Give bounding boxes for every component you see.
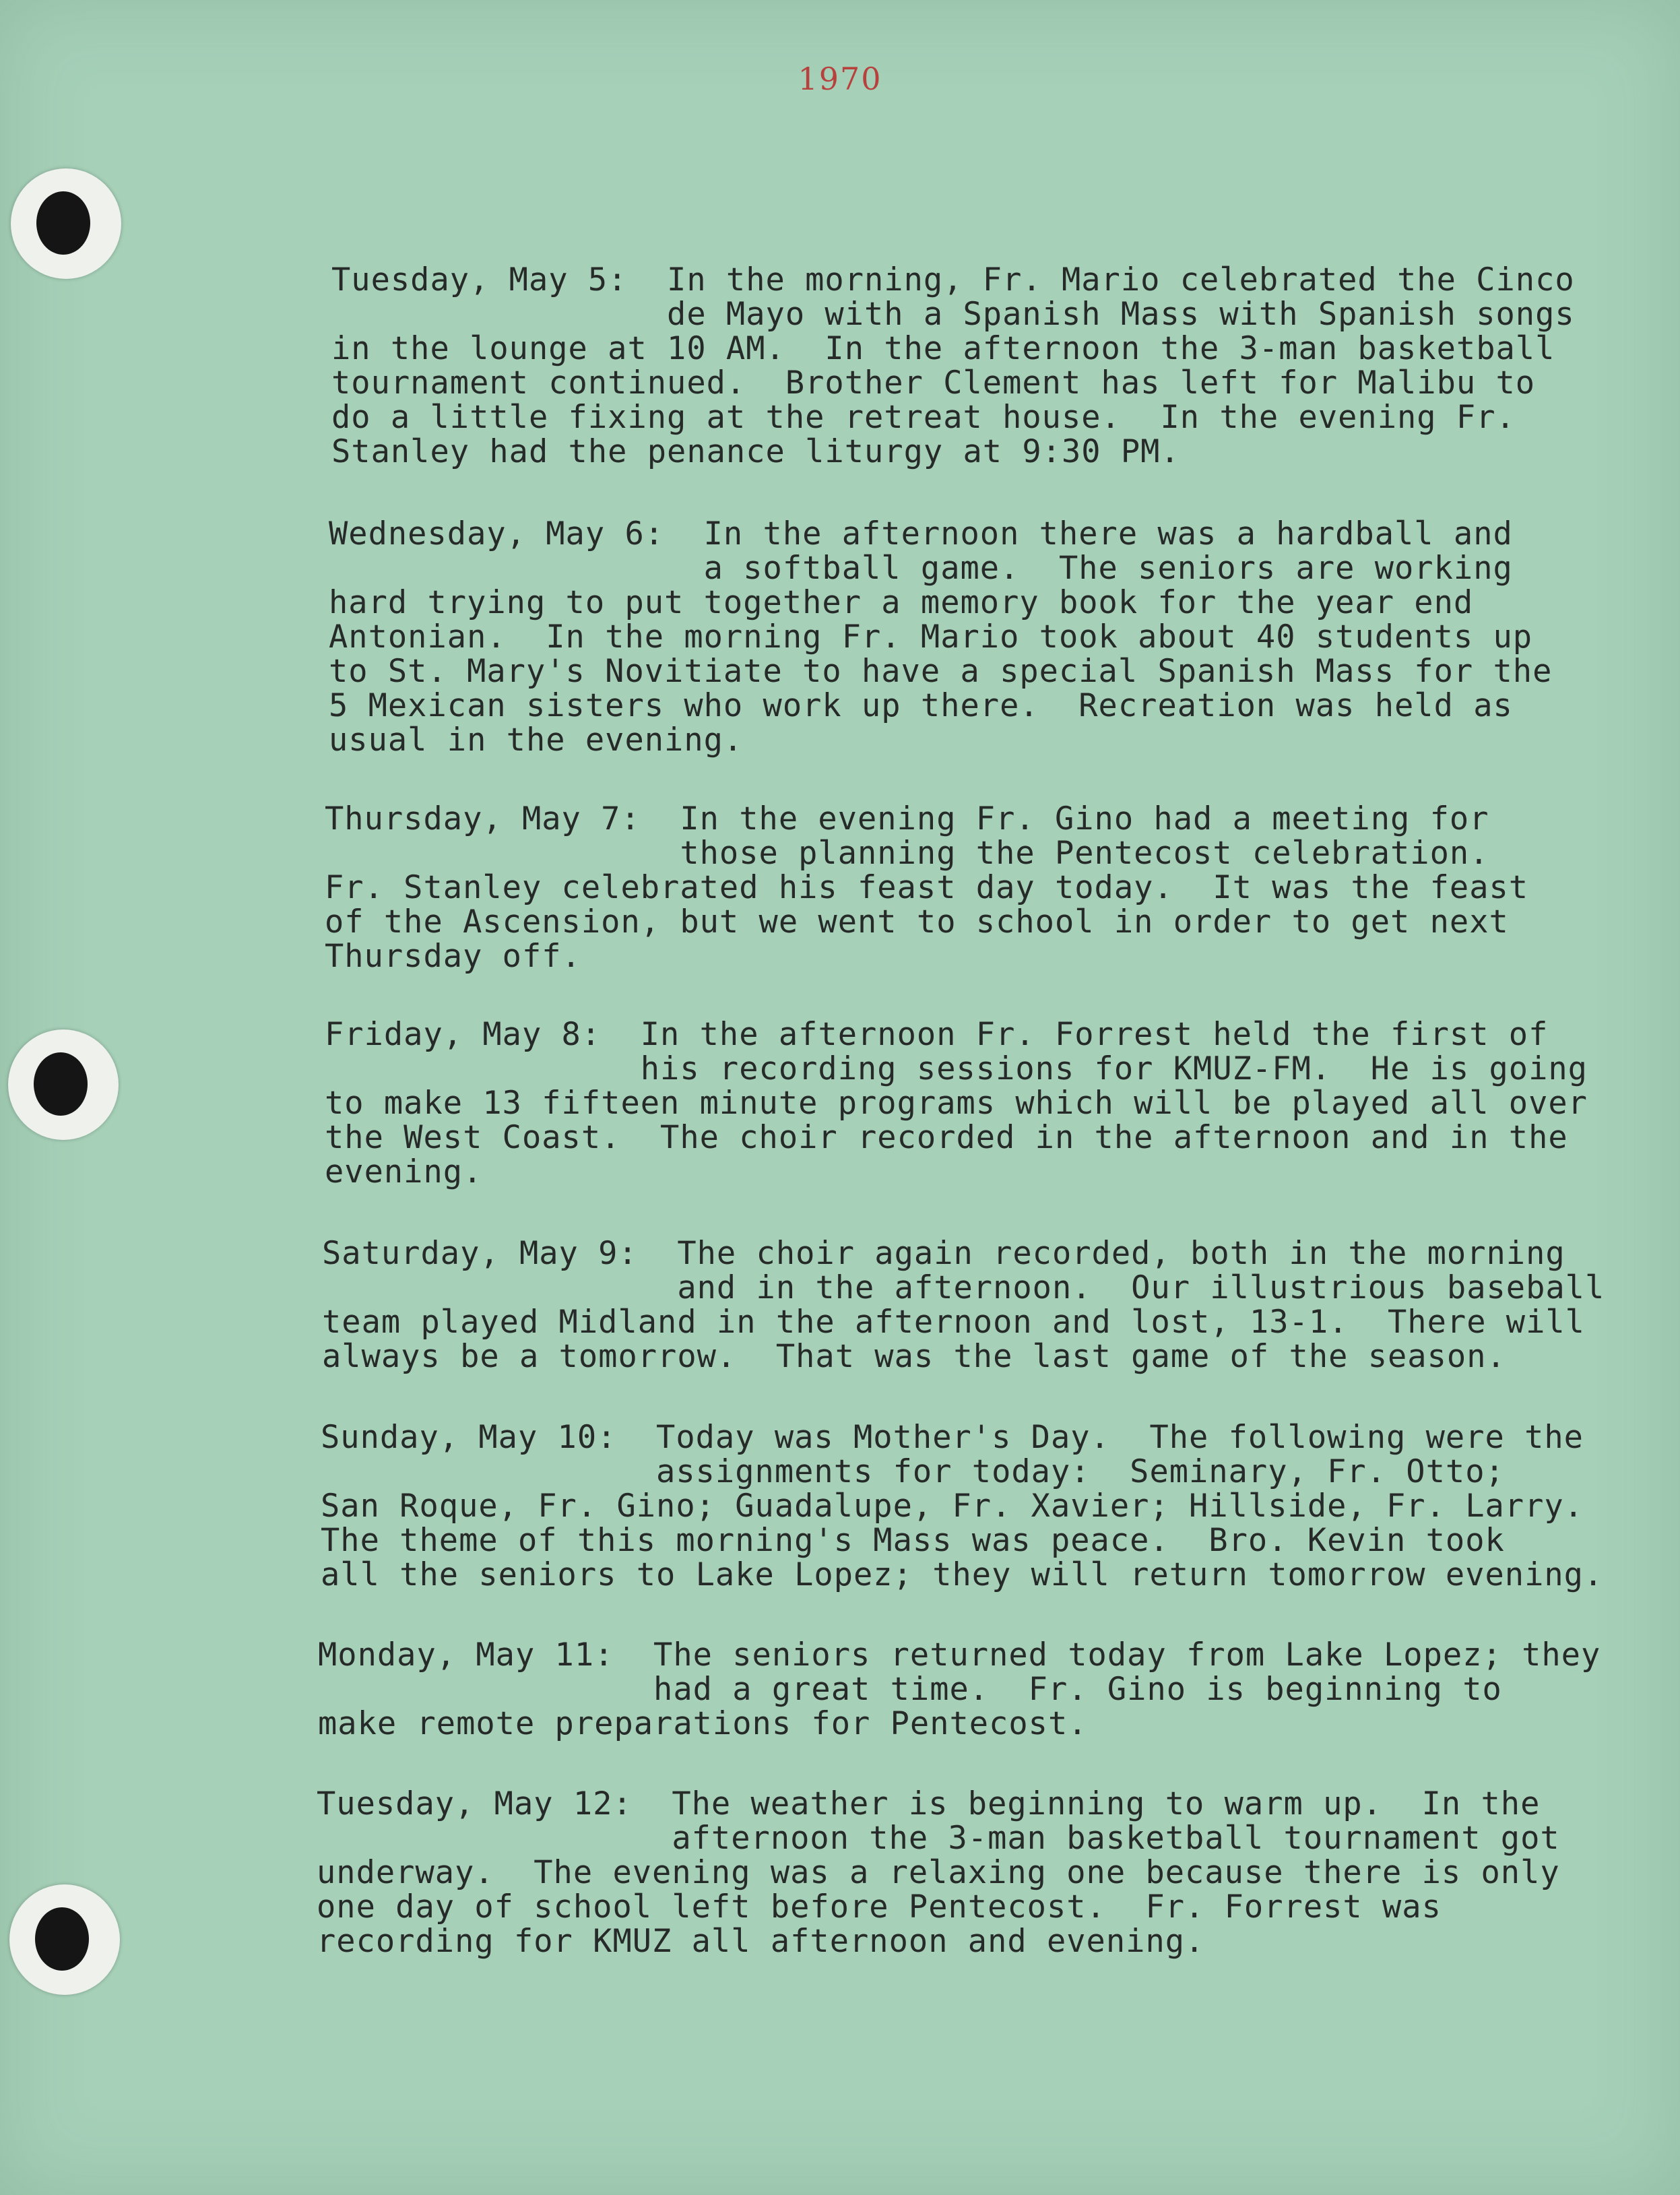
journal-entry-may-7 [325, 802, 1679, 974]
entry-line: underway. The evening was a relaxing one because there is only [317, 1854, 1560, 1891]
entry-line: San Roque, Fr. Gino; Guadalupe, Fr. Xavier; Hillside, Fr. Larry. [321, 1488, 1584, 1525]
entry-line: Sunday, May 10: Today was Mother's Day. The following were the [321, 1419, 1584, 1456]
entry-line: 5 Mexican sisters who work up there. Recreation was held as [329, 687, 1513, 724]
entry-line: Thursday off. [325, 938, 581, 975]
entry-line: make remote preparations for Pentecost. [318, 1705, 1088, 1742]
entry-line: had a great time. Fr. Gino is beginning to [318, 1671, 1502, 1708]
entry-line: recording for KMUZ all afternoon and evening. [317, 1923, 1205, 1960]
entry-line: one day of school left before Pentecost. Fr. Forrest was [317, 1888, 1442, 1926]
entry-line: and in the afternoon. Our illustrious baseball [322, 1269, 1605, 1306]
entry-line: to make 13 fifteen minute programs which will be played all over [325, 1085, 1588, 1122]
entry-line: those planning the Pentecost celebration. [325, 835, 1489, 872]
entry-line: the West Coast. The choir recorded in the afternoon and in the [325, 1119, 1568, 1156]
entry-line: team played Midland in the afternoon and lost, 13-1. There will [322, 1304, 1585, 1341]
entry-line: Wednesday, May 6: In the afternoon there was a hardball and [329, 515, 1513, 552]
entry-line: Antonian. In the morning Fr. Mario took about 40 students up [329, 618, 1533, 656]
entry-line: do a little fixing at the retreat house. In the evening Fr. [331, 399, 1516, 436]
entry-line: his recording sessions for KMUZ-FM. He is going [325, 1050, 1588, 1087]
entry-line: all the seniors to Lake Lopez; they will return tomorrow evening. [321, 1556, 1604, 1593]
entry-line: in the lounge at 10 AM. In the afternoon the 3-man basketball [331, 330, 1555, 367]
entry-line: The theme of this morning's Mass was peace. Bro. Kevin took [321, 1522, 1505, 1559]
entry-line: a softball game. The seniors are working [329, 550, 1513, 587]
entry-line: de Mayo with a Spanish Mass with Spanish songs [331, 296, 1575, 333]
journal-entry-may-12 [317, 1787, 1671, 1959]
binder-hole-middle [8, 1029, 119, 1140]
entry-line: Friday, May 8: In the afternoon Fr. Forrest held the first of [325, 1016, 1549, 1053]
journal-entry-may-11 [318, 1638, 1672, 1741]
entry-line: Tuesday, May 5: In the morning, Fr. Mario celebrated the Cinco [331, 261, 1575, 298]
binder-hole-bottom [9, 1884, 120, 1995]
journal-entry-may-5 [331, 263, 1680, 469]
entry-line: always be a tomorrow. That was the last game of the season. [322, 1338, 1506, 1375]
page-year: 1970 [798, 61, 882, 97]
journal-entry-may-6 [329, 517, 1680, 757]
entry-line: hard trying to put together a memory book for the year end [329, 584, 1474, 621]
entry-line: evening. [325, 1153, 483, 1190]
entry-line: Saturday, May 9: The choir again recorded, both in the morning [322, 1235, 1565, 1272]
entry-line: to St. Mary's Novitiate to have a special Spanish Mass for the [329, 653, 1553, 690]
entry-line: assignments for today: Seminary, Fr. Otto; [321, 1453, 1505, 1490]
journal-entry-may-9 [322, 1236, 1676, 1374]
entry-line: tournament continued. Brother Clement has left for Malibu to [331, 364, 1536, 402]
journal-entry-may-8 [325, 1017, 1679, 1189]
entry-line: Tuesday, May 12: The weather is beginning to warm up. In the [317, 1785, 1541, 1822]
entry-line: Monday, May 11: The seniors returned today from Lake Lopez; they [318, 1636, 1601, 1674]
entry-line: afternoon the 3-man basketball tournament got [317, 1820, 1560, 1857]
entry-line: Stanley had the penance liturgy at 9:30 PM. [331, 433, 1180, 470]
entry-line: usual in the evening. [329, 722, 744, 759]
entry-line: of the Ascension, but we went to school in order to get next [325, 903, 1509, 941]
journal-entry-may-10 [321, 1420, 1675, 1592]
entry-line: Thursday, May 7: In the evening Fr. Gino had a meeting for [325, 800, 1489, 837]
entry-line: Fr. Stanley celebrated his feast day today. It was the feast [325, 869, 1529, 906]
binder-hole-top [11, 168, 121, 279]
